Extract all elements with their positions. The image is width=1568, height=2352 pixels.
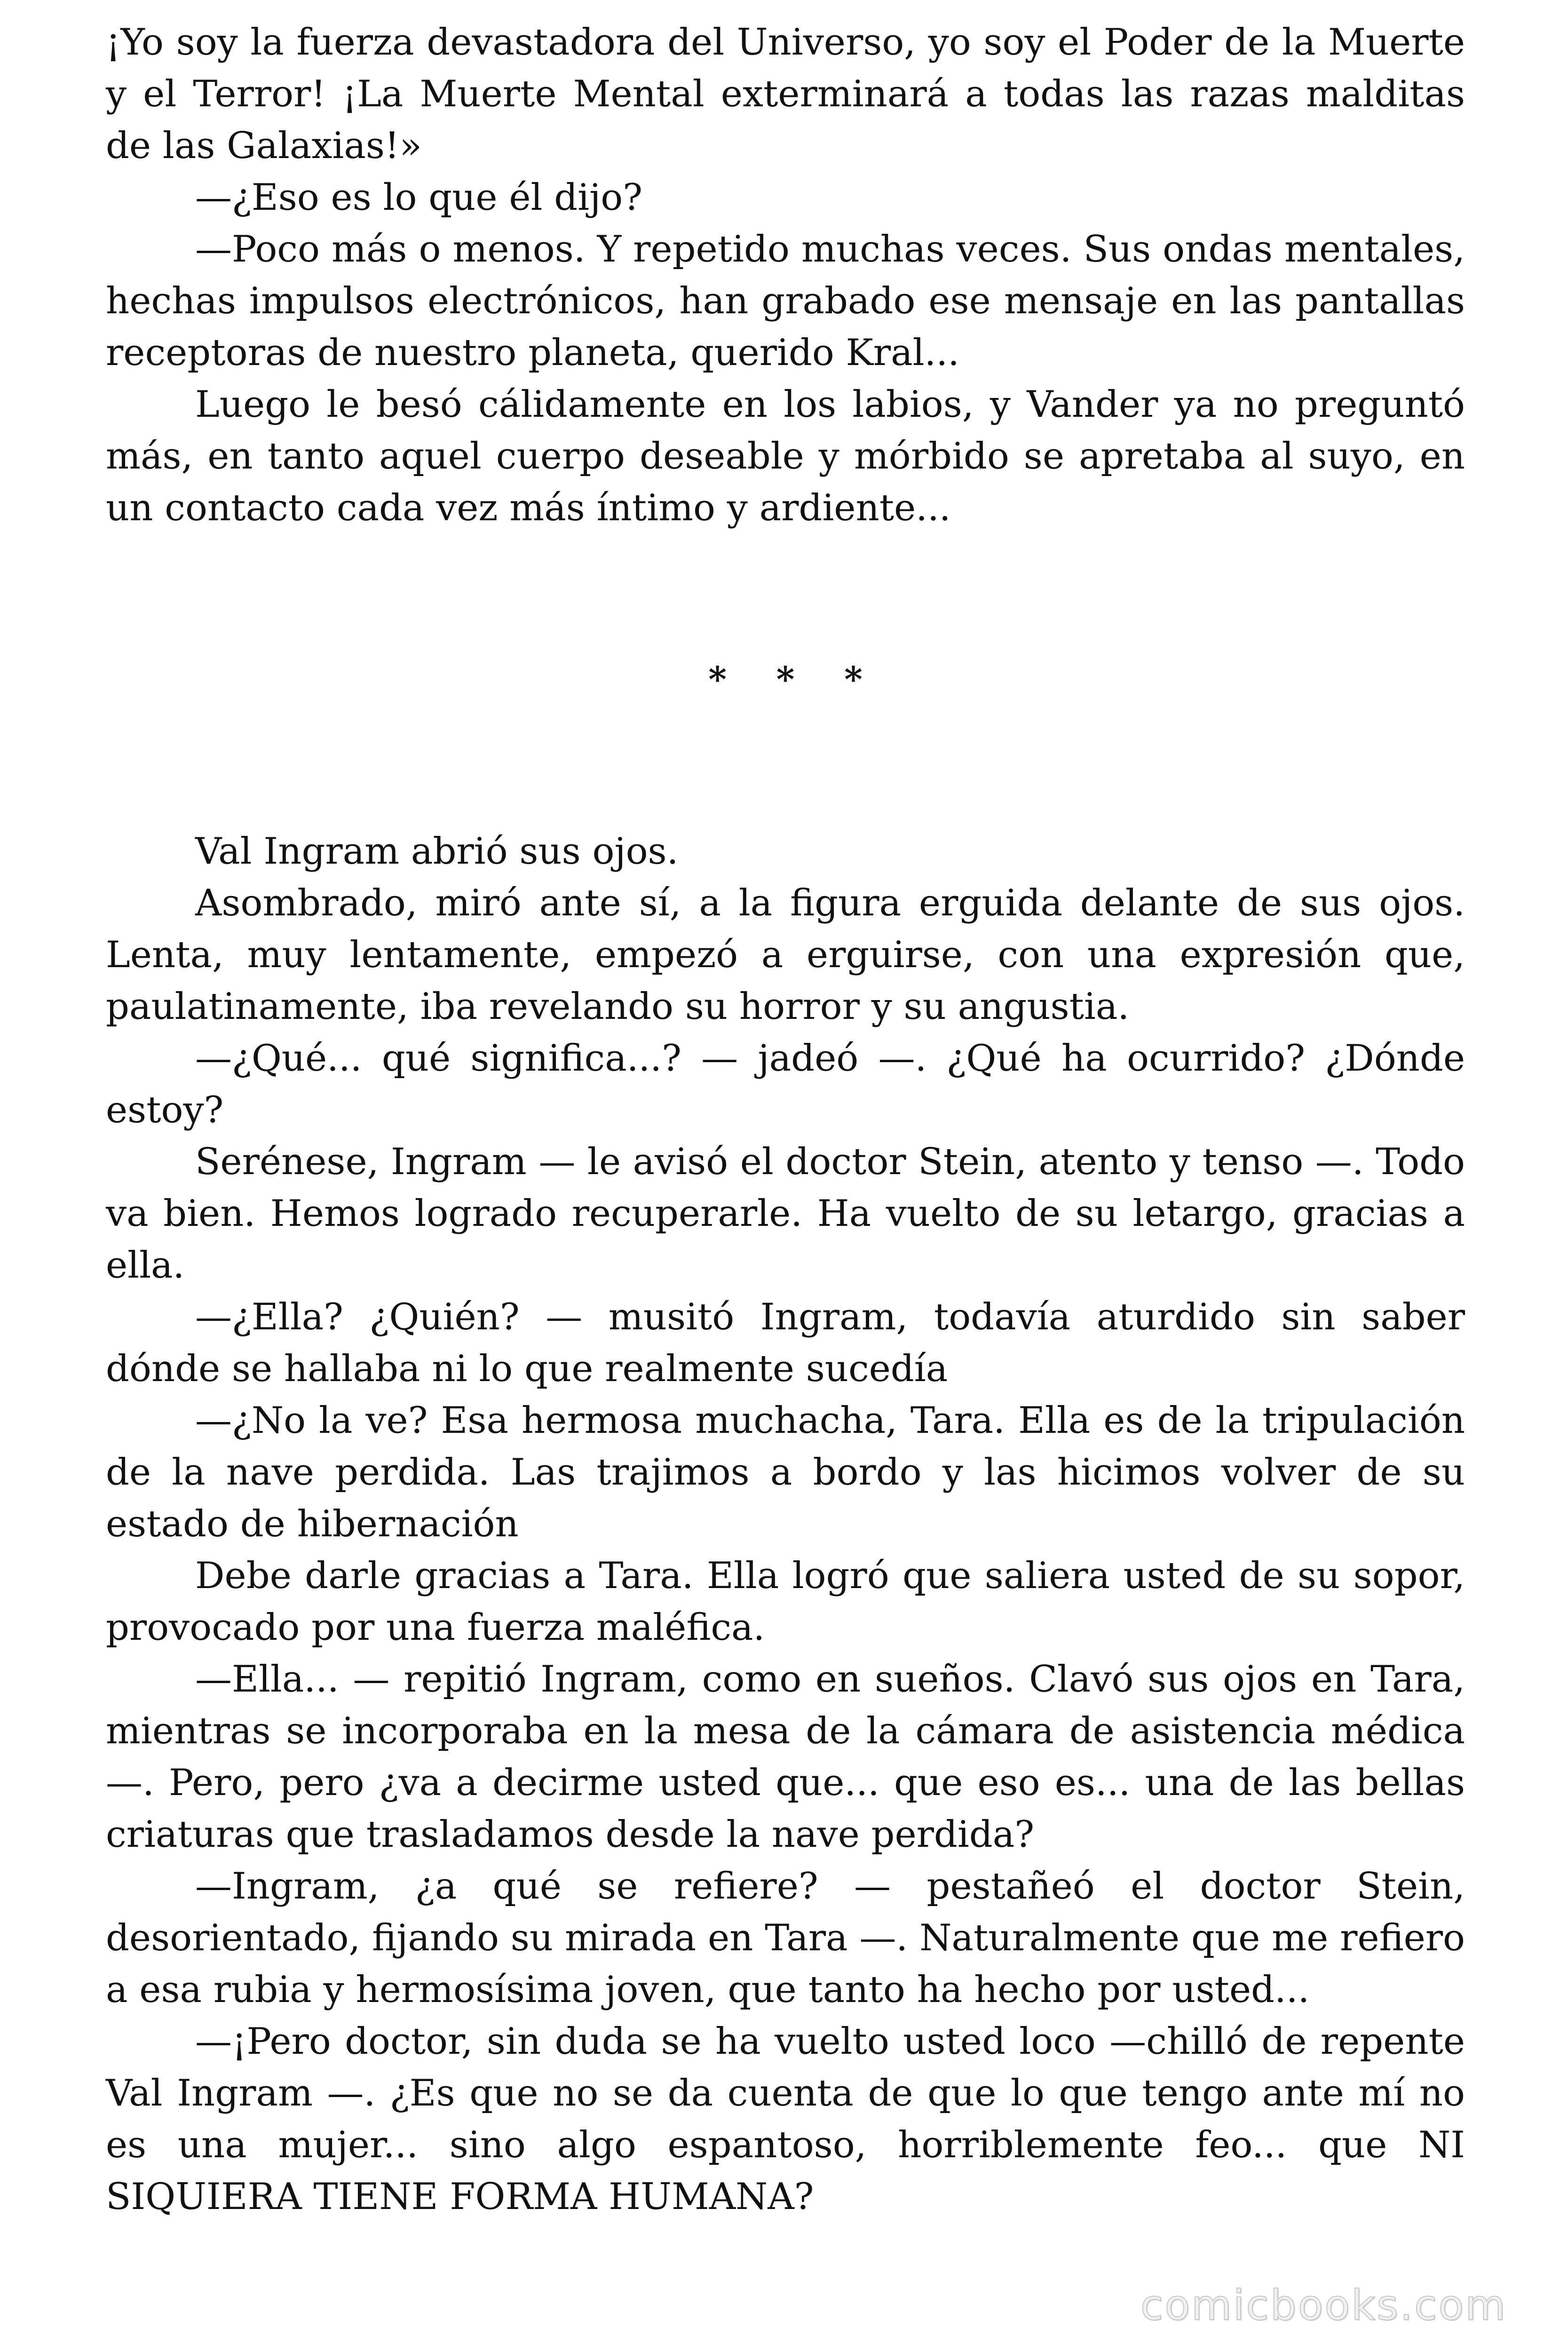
paragraph: —¿Eso es lo que él dijo? [195, 176, 643, 219]
paragraph: —¿Qué... qué significa...? — jadeó —. ¿Qué ha ocurrido? ¿Dónde estoy? [106, 1037, 1465, 1131]
book-page [106, 16, 1465, 2223]
paragraph: —Ingram, ¿a qué se refiere? — pestañeó el doctor Stein, desorientado, fijando su mirada en Tara —. Naturalmente que me refiero a esa rubia y hermosísima joven, que tanto ha hecho por usted... [106, 1865, 1465, 2011]
paragraph: —¿No la ve? Esa hermosa muchacha, Tara. Ella es de la tripulación de la nave perdida. Las trajimos a bordo y las hicimos volver de su estado de hibernación [106, 1399, 1465, 1545]
paragraph: —¿Ella? ¿Quién? — musitó Ingram, todavía aturdido sin saber dónde se hallaba ni lo que realmente sucedía [106, 1296, 1465, 1390]
paragraph: ¡Yo soy la fuerza devastadora del Universo, yo soy el Poder de la Muerte y el Terror! ¡La Muerte Mental exterminará a todas las razas malditas de las Galaxias!» [106, 21, 1465, 167]
text-before-break [106, 16, 1465, 534]
watermark: comicbooks.com [1140, 2281, 1507, 2329]
paragraph: —Ella... — repitió Ingram, como en sueños. Clavó sus ojos en Tara, mientras se incorporaba en la mesa de la cámara de asistencia médica —. Pero, pero ¿va a decirme usted que... que eso es... una de las bellas criaturas que trasladamos desde la nave perdida? [106, 1658, 1465, 1856]
paragraph: Luego le besó cálidamente en los labios, y Vander ya no preguntó más, en tanto aquel cuerpo deseable y mórbido se apretaba al suyo, en un contacto cada vez más íntimo y ardiente... [106, 383, 1465, 529]
paragraph: Serénese, Ingram — le avisó el doctor Stein, atento y tenso —. Todo va bien. Hemos logrado recuperarle. Ha vuelto de su letargo, gracias a ella. [106, 1141, 1465, 1287]
paragraph: Asombrado, miró ante sí, a la figura erguida delante de sus ojos. Lenta, muy lentamente, empezó a erguirse, con una expresión que, paulatinamente, iba revelando su horror y su angustia. [106, 882, 1465, 1028]
paragraph: —Poco más o menos. Y repetido muchas veces. Sus ondas mentales, hechas impulsos electrónicos, han grabado ese mensaje en las pantallas receptoras de nuestro planeta, querido Kral... [106, 228, 1465, 374]
paragraph: —¡Pero doctor, sin duda se ha vuelto usted loco —chilló de repente Val Ingram —. ¿Es que no se da cuenta de que lo que tengo ante mí no es una mujer... sino algo espantoso, horriblemente feo... que NI SIQUIERA TIENE FORMA HUMANA? [106, 2020, 1465, 2218]
text-after-break [106, 826, 1465, 2223]
paragraph: Debe darle gracias a Tara. Ella logró que saliera usted de su sopor, provocado por una fuerza maléfica. [106, 1555, 1465, 1649]
section-break-asterisks: * * * [708, 660, 881, 700]
paragraph: Val Ingram abrió sus ojos. [195, 830, 679, 873]
